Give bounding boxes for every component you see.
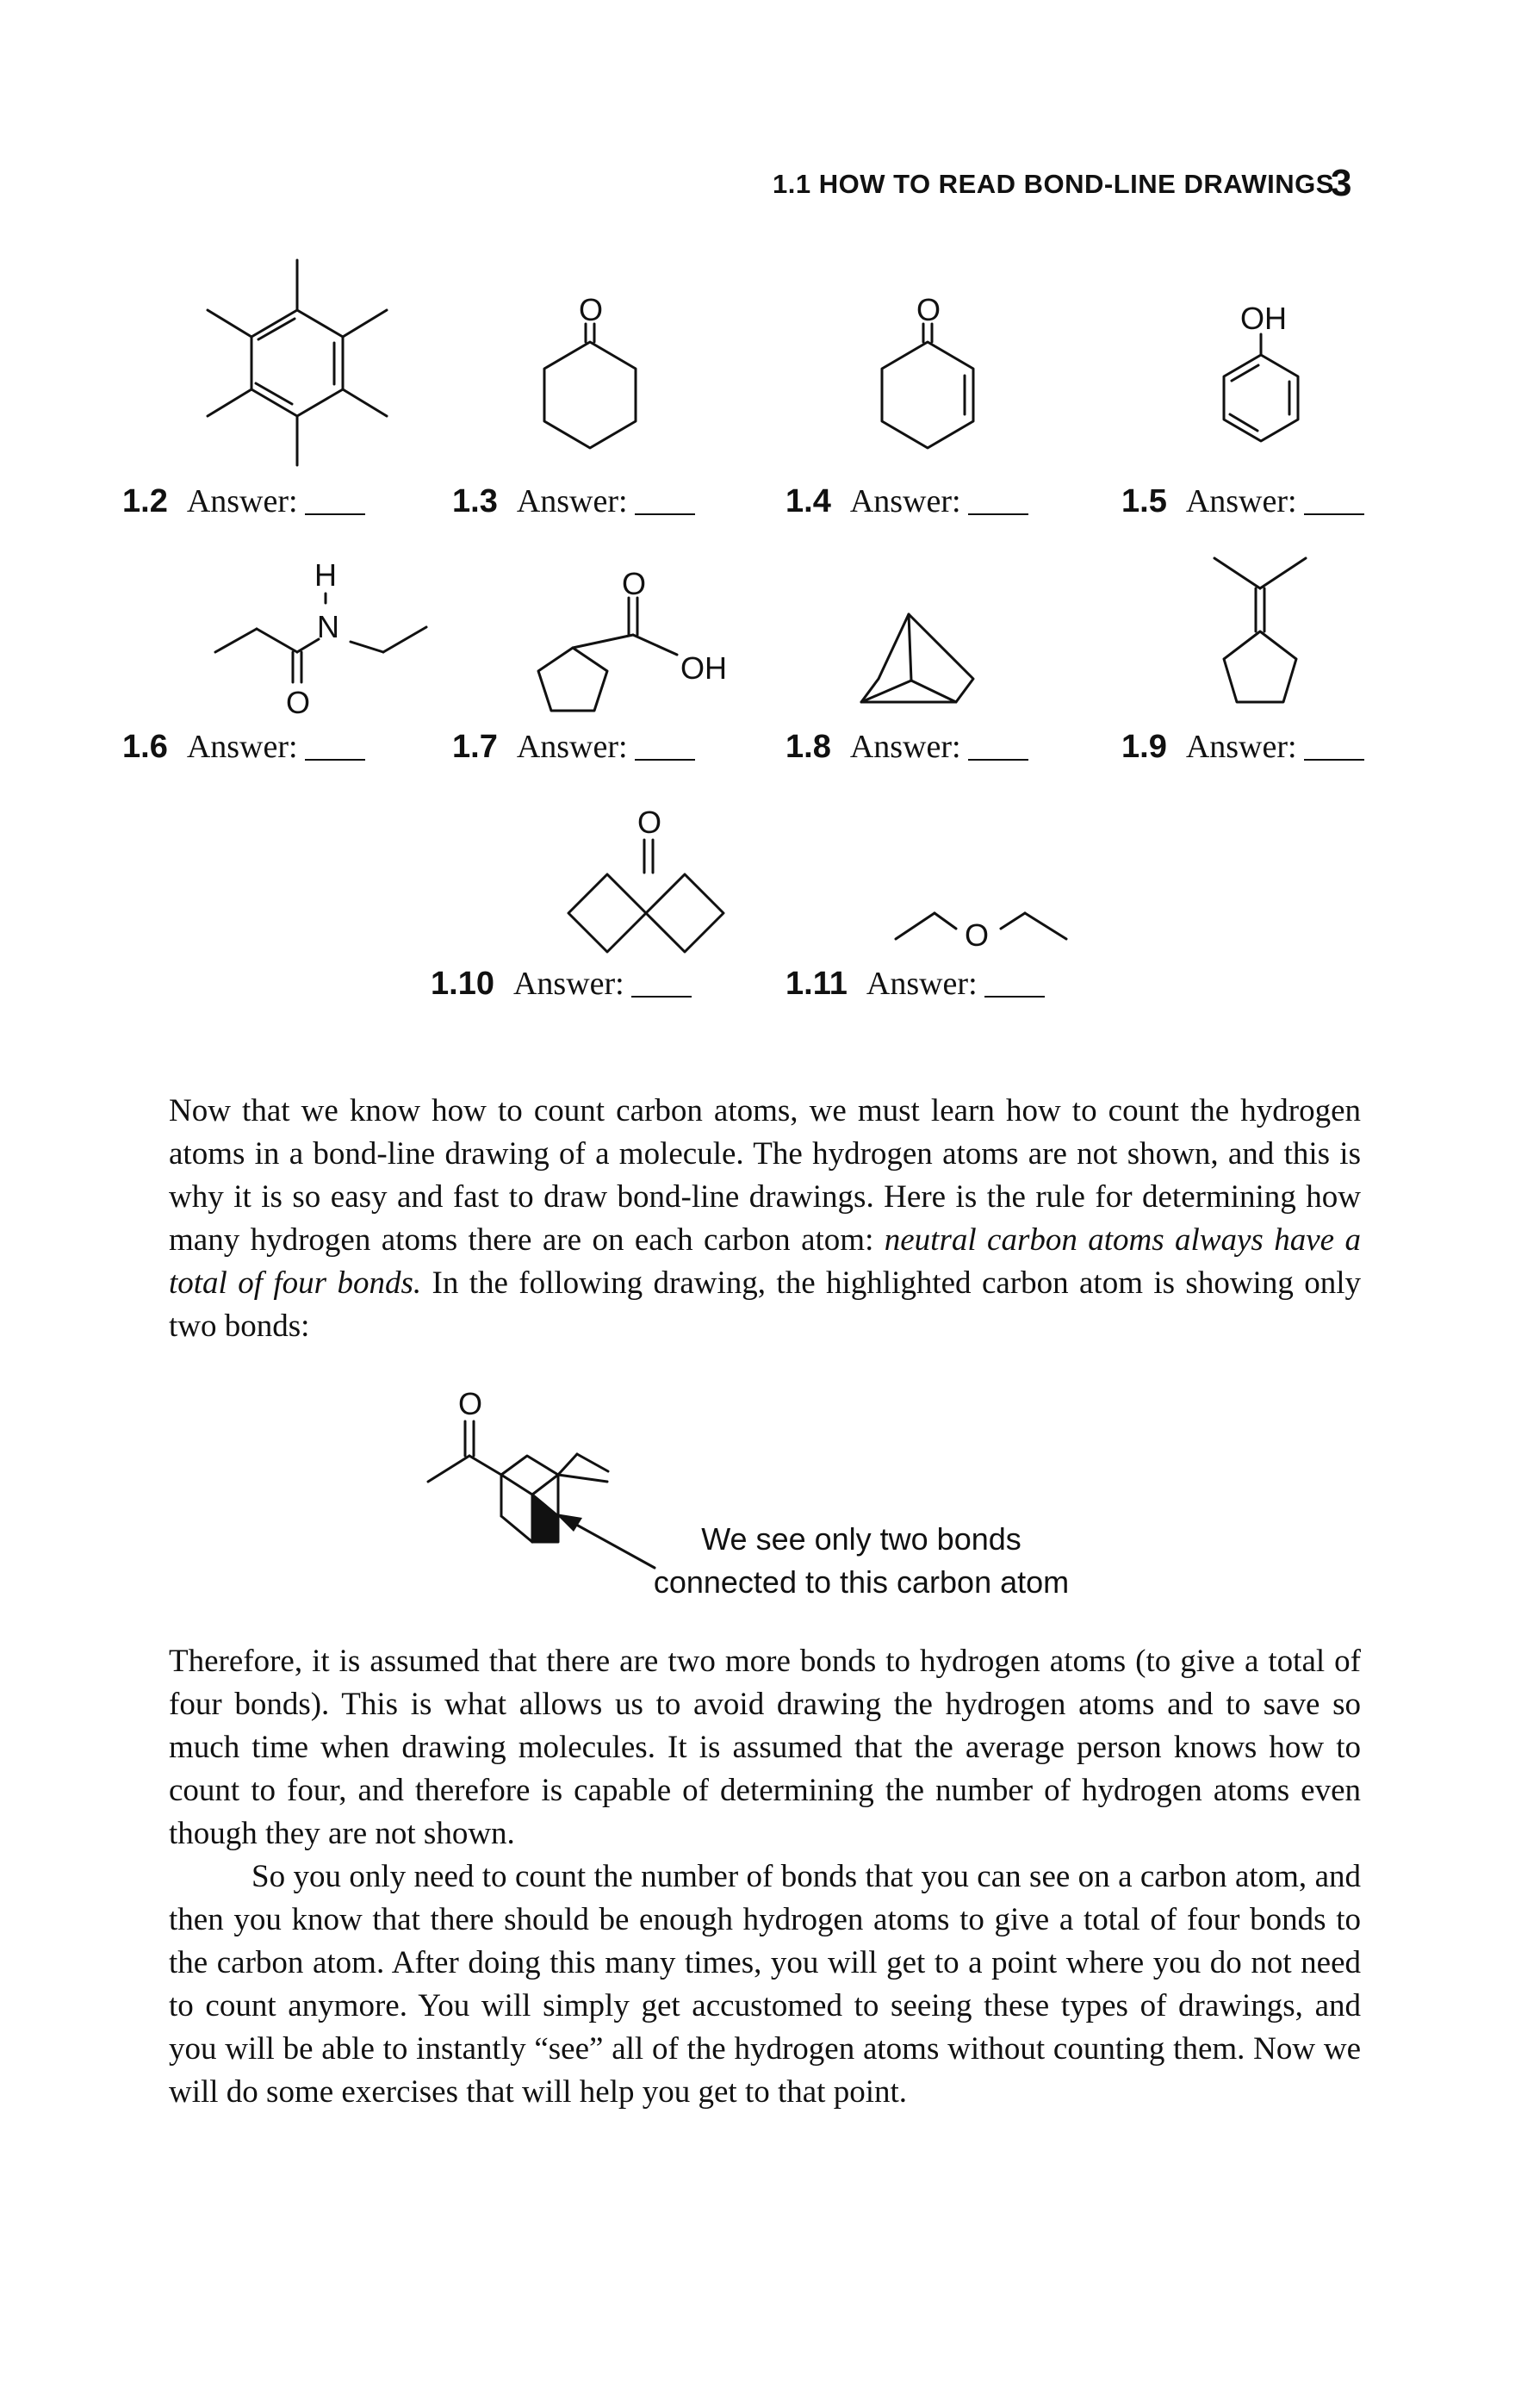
problem-1-9: 1.9 Answer: xyxy=(1121,728,1364,766)
atom-o-1-7: O xyxy=(622,566,647,601)
paragraph-counting-hydrogens: Now that we know how to count carbon atoms, we must learn how to count the hydrogen atoms in a bond-line drawing of a molecule. The hydrogen atoms are not shown, and this is why it is so easy and fast to draw bond-line drawings. Here is the rule for determining how many hydrogen atoms there are on each carbon atom: neutral carbon atoms always have a total of four bonds. In the following drawing, the highlighted carbon atom is showing only two bonds: xyxy=(169,1093,1361,1344)
molecule-1-9-alkene xyxy=(1214,558,1306,702)
problem-1-7: 1.7 Answer: xyxy=(452,728,695,766)
molecule-1-5-phenol xyxy=(1224,334,1298,441)
answer-blank[interactable] xyxy=(968,513,1028,515)
problem-1-3: 1.3 Answer: xyxy=(452,482,695,520)
answer-blank[interactable] xyxy=(305,759,365,761)
problem-1-8: 1.8 Answer: xyxy=(786,728,1028,766)
answer-blank[interactable] xyxy=(1304,759,1364,761)
paragraph-assumed-bonds: Therefore, it is assumed that there are two more bonds to hydrogen atoms (to give a total of four bonds). This is what allows us to avoid drawing the hydrogen atoms and to save so much time when drawing molecules. It is assumed that the average person knows how to count to four, and therefore is capable of determining the number of hydrogen atoms even though they are not shown. xyxy=(169,1644,1361,1851)
answer-blank[interactable] xyxy=(1304,513,1364,515)
molecule-1-10-spiro-ketone xyxy=(568,840,723,952)
atom-o-example: O xyxy=(458,1386,483,1421)
answer-blank[interactable] xyxy=(635,513,695,515)
atom-o-1-10: O xyxy=(637,805,662,840)
answer-blank[interactable] xyxy=(635,759,695,761)
atom-o-1-11: O xyxy=(965,917,990,953)
paragraph-count-bonds: So you only need to count the number of bonds that you can see on a carbon atom, and then you know that there should be enough hydrogen atoms to give a total of four bonds to the carbon atom. After doing this many times, you will get to a point where you do not need to count anymore. You will simply get accustomed to seeing these types of drawings, and you will be able to instantly “see” all of the hydrogen atoms without counting them. Now we will do some exercises that will help you get to that point. xyxy=(169,1859,1361,2110)
highlight-annotation: We see only two bonds connected to this carbon atom xyxy=(653,1521,1070,1600)
answer-blank[interactable] xyxy=(968,759,1028,761)
four-bonds-rule: neutral carbon atoms always have a total of four bonds. xyxy=(169,1222,1361,1301)
example-highlight-molecule xyxy=(428,1421,608,1542)
answer-blank[interactable] xyxy=(631,996,692,998)
atom-o-1-4: O xyxy=(916,292,941,327)
problem-1-10: 1.10 Answer: xyxy=(431,965,692,1003)
highlighted-carbon-marker xyxy=(532,1495,558,1542)
annotation-arrow-head xyxy=(556,1514,582,1532)
atom-o-1-6: O xyxy=(286,685,311,720)
molecule-1-2-hexamethylbenzene xyxy=(208,260,387,465)
atom-n-1-6: N xyxy=(317,609,339,644)
atom-o-1-3: O xyxy=(579,292,604,327)
problem-1-11: 1.11 Answer: xyxy=(786,965,1045,1003)
running-header: 1.1 HOW TO READ BOND-LINE DRAWINGS xyxy=(773,169,1334,199)
page-number: 3 xyxy=(1331,162,1352,204)
molecule-1-3-cyclohexanone xyxy=(544,324,636,448)
molecule-1-8-norbornane xyxy=(861,614,973,702)
problem-1-5: 1.5 Answer: xyxy=(1121,482,1364,520)
atom-oh-1-5: OH xyxy=(1240,301,1287,336)
problem-1-2: 1.2 Answer: xyxy=(122,482,365,520)
answer-blank[interactable] xyxy=(984,996,1045,998)
atom-h-1-6: H xyxy=(314,557,337,593)
problem-1-6: 1.6 Answer: xyxy=(122,728,365,766)
problem-1-4: 1.4 Answer: xyxy=(786,482,1028,520)
atom-oh-1-7: OH xyxy=(680,650,727,686)
molecule-1-4-cyclohexenone xyxy=(882,324,973,448)
answer-blank[interactable] xyxy=(305,513,365,515)
molecule-1-7-carboxylic-acid xyxy=(538,598,677,711)
